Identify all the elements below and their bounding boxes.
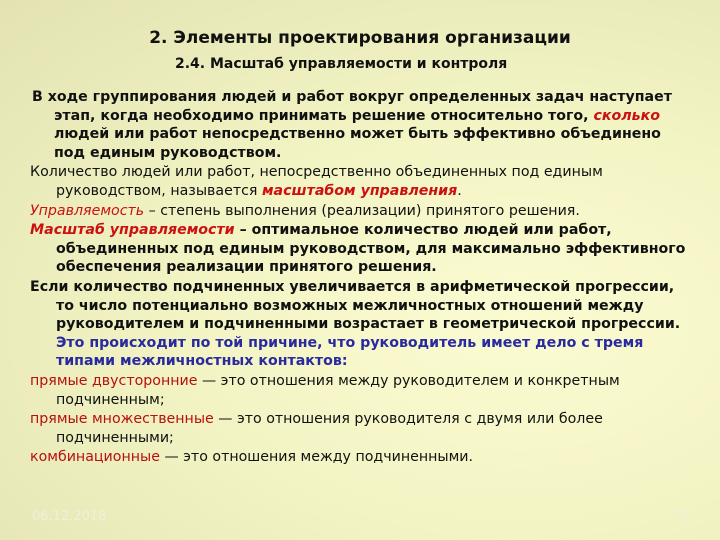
definition-combinational: — это отношения между подчиненными. [159, 449, 474, 466]
emphasis-how-many: сколько [593, 107, 661, 124]
paragraph-grouping-end: людей или работ непосредственно может быть эффективно объединено под единым руководством. [54, 126, 661, 161]
paragraph-span-end: . [457, 182, 462, 199]
slide-title: 2. Элементы проектирования организации [149, 28, 571, 48]
paragraph-progression [30, 278, 695, 371]
paragraph-scale-of-manageability [30, 221, 695, 277]
list-item-combinational [30, 448, 695, 467]
term-combinational: комбинационные [30, 449, 160, 466]
slide-body [30, 88, 695, 468]
paragraph-grouping [30, 88, 695, 162]
list-item-direct-multiple [30, 410, 695, 447]
paragraph-progression-reason: Это происходит по той причине, что руководитель имеет дело с тремя типами межличностных контактов: [56, 334, 644, 370]
paragraph-span-definition [30, 163, 695, 200]
paragraph-span-start: Количество людей или работ, непосредственно объединенных под единым руководством, называется [30, 164, 603, 199]
term-span-of-management: масштабом управления [261, 182, 458, 199]
paragraph-scale-text: – оптимальное количество людей или работ, объединенных под единым руководством, для максимально эффективного обеспечения реализации принятого решения. [56, 222, 686, 276]
term-scale-of-manageability: Масштаб управляемости [30, 222, 235, 239]
paragraph-manageability [30, 202, 695, 221]
term-manageability: Управляемость [30, 202, 145, 219]
definition-direct-multiple: — это отношения руководителя с двумя или более подчиненными; [56, 411, 603, 446]
footer-date: 06.12.2018 [32, 509, 107, 524]
paragraph-grouping-start: В ходе группирования людей и работ вокруг определенных задач наступает этап, когда необходимо принимать решение относительно того, [32, 89, 672, 124]
term-direct-bilateral: прямые двусторонние [30, 372, 198, 389]
paragraph-manageability-text: – степень выполнения (реализации) принятого решения. [144, 202, 580, 219]
definition-direct-bilateral: — это отношения между руководителем и конкретным подчиненным; [56, 372, 620, 408]
list-item-direct-bilateral [30, 372, 695, 409]
term-direct-multiple: прямые множественные [30, 411, 214, 428]
paragraph-progression-start: Если количество подчиненных увеличивается в арифметической прогрессии, то число потенциально возможных межличностных отношений между руководителем и подчиненными возрастает в геометрической прогрессии. [30, 278, 681, 333]
page-number: 28 [673, 509, 690, 524]
slide-subtitle: 2.4. Масштаб управляемости и контроля [175, 56, 508, 72]
